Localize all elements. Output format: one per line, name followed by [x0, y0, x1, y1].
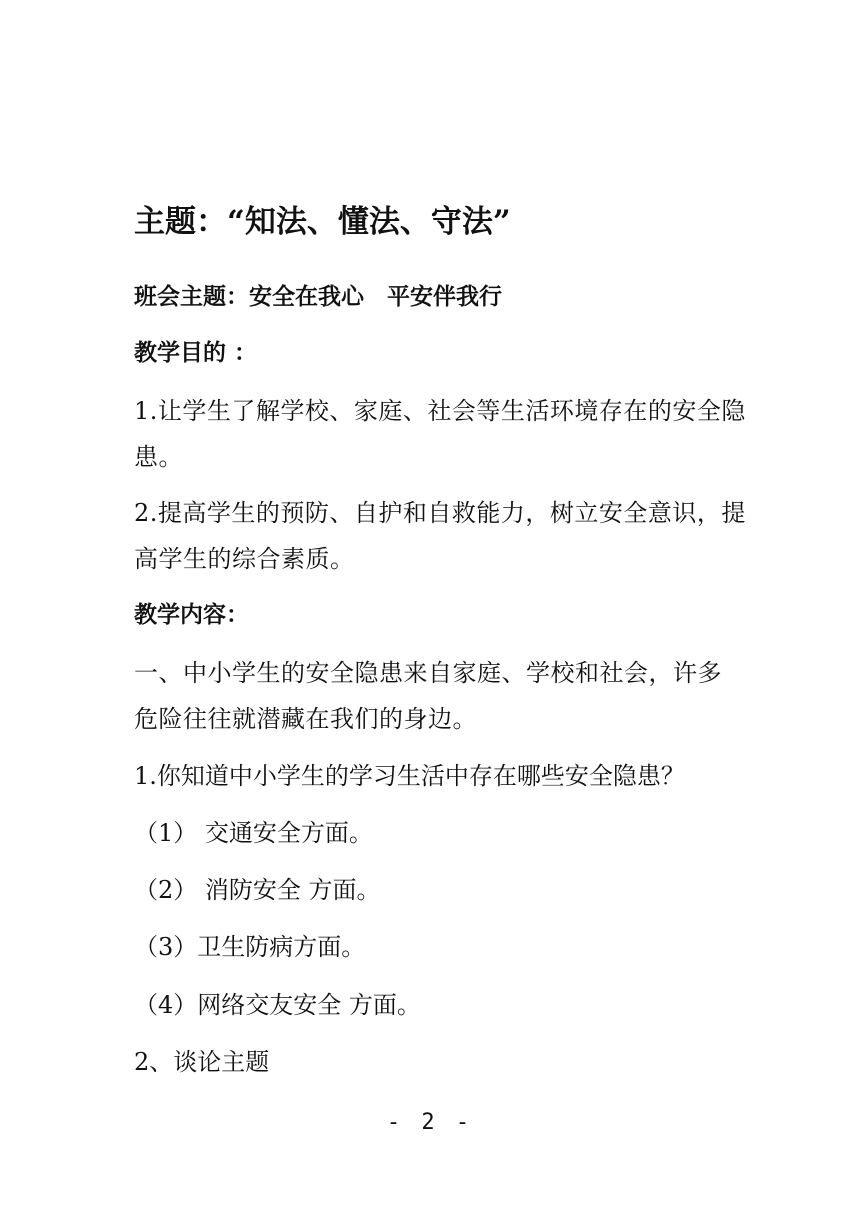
list-item: （1） 交通安全方面。 [134, 819, 373, 847]
goal-item-2: 2.提高学生的预防、自护和自救能力，树立安全意识，提高学生的综合素质。 [134, 499, 746, 573]
list-item: （3）卫生防病方面。 [134, 933, 366, 961]
content-heading: 教学内容： [134, 601, 249, 628]
class-theme: 班会主题：安全在我心 平安伴我行 [134, 283, 502, 310]
page-number: - 2 - [386, 1110, 474, 1135]
content-paragraph: 一、中小学生的安全隐患来自家庭、学校和社会，许多危险往往就潜藏在我们的身边。 [134, 659, 722, 733]
goal-heading: 教学目的 ： [134, 339, 258, 366]
document-title: 主题：“知法、懂法、守法” [134, 204, 511, 240]
list-item: （4）网络交友安全 方面。 [134, 991, 421, 1019]
section-2-heading: 2、谈论主题 [134, 1048, 270, 1076]
list-item: （2） 消防安全 方面。 [134, 876, 381, 904]
goal-item-1: 1.让学生了解学校、家庭、社会等生活环境存在的安全隐患。 [134, 397, 746, 471]
question-1: 1.你知道中小学生的学习生活中存在哪些安全隐患？ [134, 762, 685, 790]
